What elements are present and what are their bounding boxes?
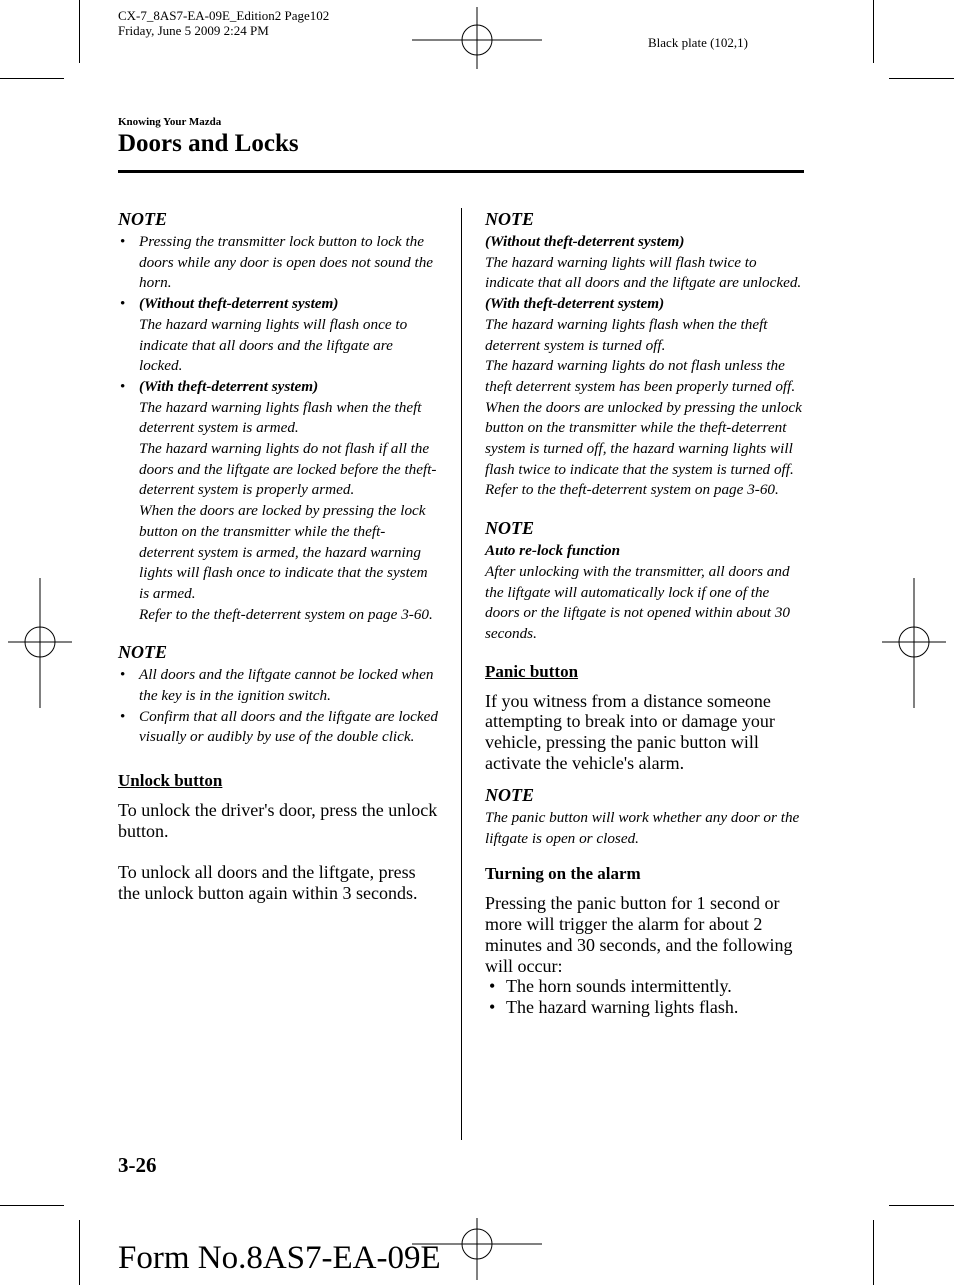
registration-mark-left bbox=[8, 578, 72, 713]
right-column bbox=[485, 208, 805, 1018]
note-text: Confirm that all doors and the liftgate are locked visually or audibly by use of the double click. bbox=[139, 707, 438, 746]
note-text: Refer to the theft-deterrent system on page 3-60. bbox=[139, 605, 433, 623]
note-bullet bbox=[118, 294, 440, 377]
note-panic bbox=[485, 784, 805, 849]
note-subtitle: (Without theft-deterrent system) bbox=[485, 233, 685, 250]
note-subtitle: • (With theft-deterrent system) bbox=[139, 377, 319, 395]
note-bullet bbox=[118, 665, 440, 706]
note-subtitle: • (Without theft-deterrent system) bbox=[139, 295, 339, 313]
note-lock-horn bbox=[118, 208, 440, 625]
note-text: After unlocking with the transmitter, all doors and the liftgate will automatically lock if one of the doors or the liftgate is not opened within about 30 seconds. bbox=[485, 562, 791, 642]
note-text: The hazard warning lights do not flash if all the doors and the liftgate are locked before the theft-deterrent system is properly armed. bbox=[139, 440, 437, 499]
plate-label: Black plate (102,1) bbox=[648, 35, 748, 50]
note-text: The hazard warning lights flash when the theft deterrent system is armed. bbox=[139, 398, 422, 437]
note-heading: NOTE bbox=[485, 784, 534, 805]
note-text: The hazard warning lights will flash twice to indicate that all doors and the liftgate are unlocked. bbox=[485, 253, 802, 292]
body-paragraph: To unlock all doors and the liftgate, press the unlock button again within 3 seconds. bbox=[118, 861, 418, 903]
note-heading: NOTE bbox=[485, 518, 534, 539]
left-column bbox=[118, 208, 440, 903]
note-text: The panic button will work whether any door or the liftgate is open or closed. bbox=[485, 808, 800, 847]
section-heading: Panic button bbox=[485, 661, 579, 681]
file-info-line1: CX-7_8AS7-EA-09E_Edition2 Page102 bbox=[118, 8, 330, 23]
note-text: The hazard warning lights will flash once to indicate that all doors and the liftgate are locked. bbox=[139, 315, 408, 375]
alarm-section bbox=[485, 863, 805, 1018]
page-number: 3-26 bbox=[118, 1153, 157, 1177]
note-text: When the doors are unlocked by pressing the unlock button on the transmitter while the theft-deterrent system is turned off, the hazard warning lights will flash twice to indicate that the system is turned off. bbox=[485, 398, 802, 478]
column-divider bbox=[461, 208, 462, 1140]
note-subtitle: (With theft-deterrent system) bbox=[485, 295, 665, 313]
list-item: • The hazard warning lights flash. bbox=[485, 997, 805, 1018]
note-unlock-flash bbox=[485, 208, 805, 501]
section-heading: Unlock button bbox=[118, 771, 223, 791]
registration-mark-top bbox=[412, 7, 542, 74]
form-number: Form No.8AS7-EA-09E bbox=[118, 1240, 441, 1276]
unlock-button-section bbox=[118, 770, 440, 903]
note-bullet bbox=[118, 707, 440, 748]
file-info bbox=[118, 8, 329, 38]
body-paragraph: Pressing the panic button for 1 second or more will trigger the alarm for about 2 minutes and 30 seconds, and the following will occur: bbox=[485, 893, 793, 976]
note-text: All doors and the liftgate cannot be locked when the key is in the ignition switch. bbox=[139, 666, 434, 705]
section-heading: Turning on the alarm bbox=[485, 864, 641, 884]
note-bullet bbox=[118, 377, 440, 625]
body-paragraph: To unlock the driver's door, press the unlock button. bbox=[118, 800, 438, 841]
page-title: Doors and Locks bbox=[118, 130, 299, 157]
note-heading: NOTE bbox=[118, 209, 167, 229]
note-heading: NOTE bbox=[118, 642, 167, 663]
note-text: The hazard warning lights flash when the theft deterrent system is turned off. bbox=[485, 315, 768, 354]
file-info-line2: Friday, June 5 2009 2:24 PM bbox=[118, 23, 269, 38]
section-label: Knowing Your Mazda bbox=[118, 116, 222, 128]
note-key-ignition bbox=[118, 641, 440, 748]
list-item: • The horn sounds intermittently. bbox=[485, 976, 805, 997]
note-heading: NOTE bbox=[485, 209, 534, 229]
registration-mark-right bbox=[882, 578, 946, 713]
panic-button-section bbox=[485, 661, 805, 774]
body-paragraph: If you witness from a distance someone attempting to break into or damage your vehicle, pressing the panic button will activate the vehicle's alarm. bbox=[485, 690, 775, 774]
note-text: When the doors are locked by pressing the lock button on the transmitter while the theft-deterrent system is armed, the hazard warning lights will flash once to indicate that the system is armed. bbox=[139, 502, 428, 602]
note-text: Pressing the transmitter lock button to lock the doors while any door is open does not sound the horn. bbox=[139, 233, 434, 292]
note-auto-relock bbox=[485, 517, 805, 645]
note-subtitle: Auto re-lock function bbox=[485, 542, 621, 560]
note-text: The hazard warning lights do not flash unless the theft deterrent system has been properly turned off. bbox=[485, 357, 796, 395]
title-rule bbox=[118, 170, 804, 173]
note-bullet bbox=[118, 232, 440, 294]
note-text: Refer to the theft-deterrent system on page 3-60. bbox=[485, 481, 779, 499]
